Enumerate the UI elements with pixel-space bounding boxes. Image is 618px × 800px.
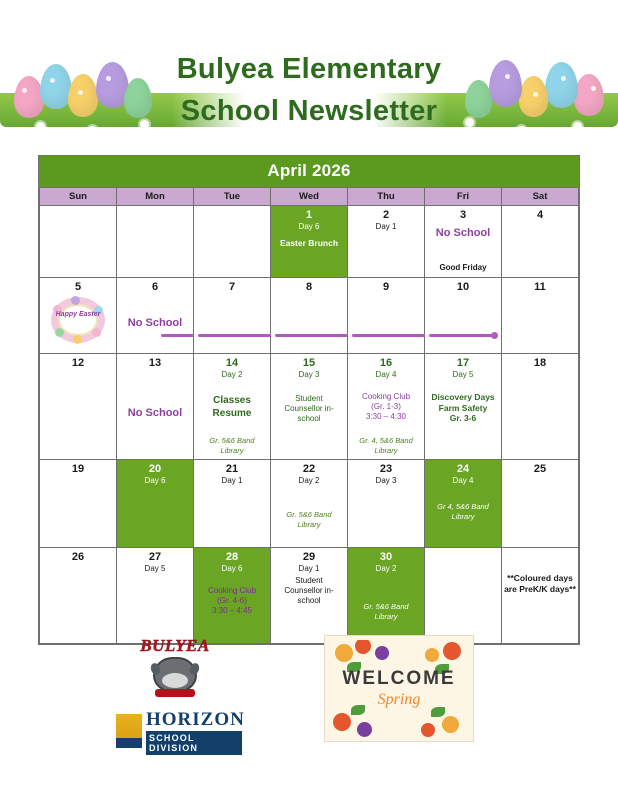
calendar-cell-apr-22[interactable] <box>271 460 348 548</box>
page-title-line2: School Newsletter <box>180 95 438 128</box>
day-number: 20 <box>148 463 162 475</box>
weekday-header-sun: Sun <box>40 188 117 206</box>
day-cycle: Day 3 <box>298 370 320 380</box>
event-good-friday: Good Friday <box>439 263 487 272</box>
weekday-header-mon: Mon <box>117 188 194 206</box>
calendar-cell-apr-5[interactable] <box>40 278 117 354</box>
band-line1: Gr 4, 5&6 Band <box>437 502 489 512</box>
calendar-cell-apr-9[interactable] <box>348 278 425 354</box>
day-cycle: Day 4 <box>375 370 397 380</box>
day-number: 29 <box>302 551 316 563</box>
no-school-span-line <box>275 334 351 337</box>
calendar-weekday-header-row <box>40 188 579 206</box>
day-number: 14 <box>225 357 239 369</box>
calendar-cell-apr-12[interactable] <box>40 354 117 460</box>
calendar-cell-apr-1[interactable] <box>271 206 348 278</box>
day-number: 21 <box>225 463 239 475</box>
event-classes-resume: Classes Resume <box>212 395 252 420</box>
calendar-legend-cell <box>502 548 579 644</box>
day-cycle: Day 6 <box>221 564 243 574</box>
calendar-cell-apr-8[interactable] <box>271 278 348 354</box>
day-cycle: Day 4 <box>452 476 474 486</box>
event-cooking-club-time: 3:30 – 4:45 <box>211 606 253 616</box>
calendar-cell-apr-21[interactable] <box>194 460 271 548</box>
calendar-cell-apr-26[interactable] <box>40 548 117 644</box>
day-number: 28 <box>225 551 239 563</box>
calendar-cell-apr-4[interactable] <box>502 206 579 278</box>
no-school-span-line <box>352 334 428 337</box>
day-number: 7 <box>228 281 236 293</box>
day-cycle: Day 3 <box>375 476 397 486</box>
no-school-span-line <box>198 334 274 337</box>
calendar-cell-apr-20[interactable] <box>117 460 194 548</box>
day-number: 12 <box>71 357 85 369</box>
day-number: 24 <box>456 463 470 475</box>
event-cooking-club-title: Cooking Club <box>207 586 257 596</box>
calendar-cell-empty <box>40 206 117 278</box>
calendar-cell-apr-30[interactable] <box>348 548 425 644</box>
bulldog-collar <box>155 689 195 697</box>
day-number: 22 <box>302 463 316 475</box>
day-number: 6 <box>151 281 159 293</box>
day-cycle: Day 1 <box>375 222 397 232</box>
calendar-week-row <box>40 460 579 548</box>
band-library-note <box>350 602 422 621</box>
calendar-cell-apr-14[interactable] <box>194 354 271 460</box>
horizon-logo-subtext: SCHOOL DIVISION <box>146 731 242 755</box>
band-line1: Gr. 4, 5&6 Band <box>359 436 413 446</box>
welcome-spring-card <box>325 636 473 741</box>
band-line2: Library <box>220 445 244 455</box>
spring-label: Spring <box>377 691 421 708</box>
event-cooking-club-grades: (Gr. 4-6) <box>217 596 247 606</box>
calendar-cell-empty <box>425 548 502 644</box>
day-number: 30 <box>379 551 393 563</box>
day-number: 11 <box>534 281 546 293</box>
calendar-cell-apr-11[interactable] <box>502 278 579 354</box>
calendar-cell-apr-28[interactable] <box>194 548 271 644</box>
wreath-label: Happy Easter <box>55 311 101 319</box>
event-cooking-club-grades: (Gr. 1-3) <box>371 402 401 412</box>
band-line1: Gr. 5&6 Band <box>286 510 332 520</box>
event-no-school: No School <box>127 317 183 330</box>
page-title <box>0 48 618 132</box>
calendar-cell-apr-29[interactable] <box>271 548 348 644</box>
calendar-cell-apr-18[interactable] <box>502 354 579 460</box>
calendar-cell-apr-19[interactable] <box>40 460 117 548</box>
day-cycle: Day 5 <box>452 370 474 380</box>
day-number: 9 <box>382 281 390 293</box>
day-number: 23 <box>379 463 393 475</box>
header-banner <box>0 0 618 145</box>
event-discovery-days-title: Discovery Days <box>431 392 495 403</box>
day-number: 26 <box>71 551 85 563</box>
day-number: 18 <box>533 357 547 369</box>
weekday-header-wed: Wed <box>271 188 348 206</box>
day-number: 1 <box>305 209 313 221</box>
calendar-week-row <box>40 354 579 460</box>
weekday-header-tue: Tue <box>194 188 271 206</box>
calendar-cell-apr-23[interactable] <box>348 460 425 548</box>
day-number: 8 <box>305 281 313 293</box>
day-number: 17 <box>456 357 470 369</box>
calendar-cell-apr-13[interactable] <box>117 354 194 460</box>
day-number: 27 <box>148 551 162 563</box>
calendar-cell-apr-6[interactable] <box>117 278 194 354</box>
band-line2: Library <box>451 511 475 521</box>
band-library-note <box>350 436 422 455</box>
day-number: 16 <box>379 357 393 369</box>
event-cooking-club <box>196 586 268 616</box>
calendar-cell-apr-15[interactable] <box>271 354 348 460</box>
event-cooking-club-title: Cooking Club <box>361 392 411 402</box>
day-number: 10 <box>456 281 470 293</box>
event-no-school: No School <box>127 407 183 420</box>
bulyea-logo-text: BULYEA <box>140 636 210 655</box>
event-student-counsellor: Student Counsellor in-school <box>284 394 334 424</box>
calendar-cell-apr-17[interactable] <box>425 354 502 460</box>
horizon-logo-text: HORIZON <box>146 709 245 730</box>
calendar-cell-apr-16[interactable] <box>348 354 425 460</box>
welcome-label: WELCOME <box>342 668 456 689</box>
band-line2: Library <box>374 611 398 621</box>
weekday-header-fri: Fri <box>425 188 502 206</box>
horizon-mark-icon <box>116 714 142 748</box>
calendar-cell-apr-27[interactable] <box>117 548 194 644</box>
day-number: 13 <box>148 357 162 369</box>
event-no-school: No School <box>435 227 491 240</box>
day-cycle: Day 6 <box>298 222 320 232</box>
event-cooking-club-time: 3:30 – 4:30 <box>365 412 407 422</box>
day-cycle: Day 5 <box>144 564 166 574</box>
calendar-cell-apr-10[interactable] <box>425 278 502 354</box>
no-school-span-line <box>161 334 197 337</box>
band-line2: Library <box>297 519 321 529</box>
bulyea-school-logo <box>132 636 218 693</box>
day-cycle: Day 6 <box>144 476 166 486</box>
calendar-week-row <box>40 548 579 644</box>
calendar-week-row <box>40 278 579 354</box>
day-number: 19 <box>71 463 85 475</box>
event-discovery-days-grades: Gr. 3-6 <box>449 413 477 424</box>
band-library-note <box>273 510 345 529</box>
day-number: 3 <box>459 209 467 221</box>
calendar <box>38 155 580 645</box>
band-library-note <box>196 436 268 455</box>
calendar-month-title: April 2026 <box>39 156 579 187</box>
day-number: 2 <box>382 209 390 221</box>
calendar-cell-apr-24[interactable] <box>425 460 502 548</box>
day-cycle: Day 1 <box>221 476 243 486</box>
welcome-spring-text-block <box>329 640 469 737</box>
page-title-line1: Bulyea Elementary <box>176 53 442 85</box>
wreath-petal <box>92 328 101 337</box>
no-school-span-line-end <box>429 334 495 337</box>
day-cycle: Day 1 <box>298 564 320 574</box>
band-line1: Gr. 5&6 Band <box>363 602 409 612</box>
calendar-cell-apr-2[interactable] <box>348 206 425 278</box>
calendar-table <box>39 187 579 644</box>
day-number: 4 <box>536 209 544 221</box>
event-student-counsellor: Student Counsellor in-school <box>284 576 334 606</box>
happy-easter-wreath-icon <box>51 297 105 343</box>
day-cycle: Day 2 <box>375 564 397 574</box>
calendar-cell-apr-25[interactable] <box>502 460 579 548</box>
weekday-header-thu: Thu <box>348 188 425 206</box>
horizon-school-division-logo <box>112 709 245 756</box>
calendar-cell-apr-7[interactable] <box>194 278 271 354</box>
band-line1: Gr. 5&6 Band <box>209 436 255 446</box>
event-discovery-days-topic: Farm Safety <box>438 402 488 413</box>
calendar-cell-empty <box>117 206 194 278</box>
calendar-cell-apr-3[interactable] <box>425 206 502 278</box>
calendar-week-row <box>40 206 579 278</box>
bulldog-mascot-icon <box>153 657 197 693</box>
day-number: 5 <box>74 281 82 293</box>
bulldog-face <box>162 673 188 688</box>
weekday-header-sat: Sat <box>502 188 579 206</box>
legend-coloured-days-note: **Coloured days are PreK/K days** <box>504 573 576 595</box>
calendar-cell-empty <box>194 206 271 278</box>
footer-logos <box>0 632 618 800</box>
band-library-note <box>427 502 499 521</box>
day-number: 15 <box>302 357 316 369</box>
event-discovery-days <box>427 392 499 424</box>
event-easter-brunch: Easter Brunch <box>279 238 339 249</box>
day-cycle: Day 2 <box>221 370 243 380</box>
day-cycle: Day 2 <box>298 476 320 486</box>
day-number: 25 <box>533 463 547 475</box>
event-cooking-club <box>350 392 422 422</box>
band-line2: Library <box>374 445 398 455</box>
